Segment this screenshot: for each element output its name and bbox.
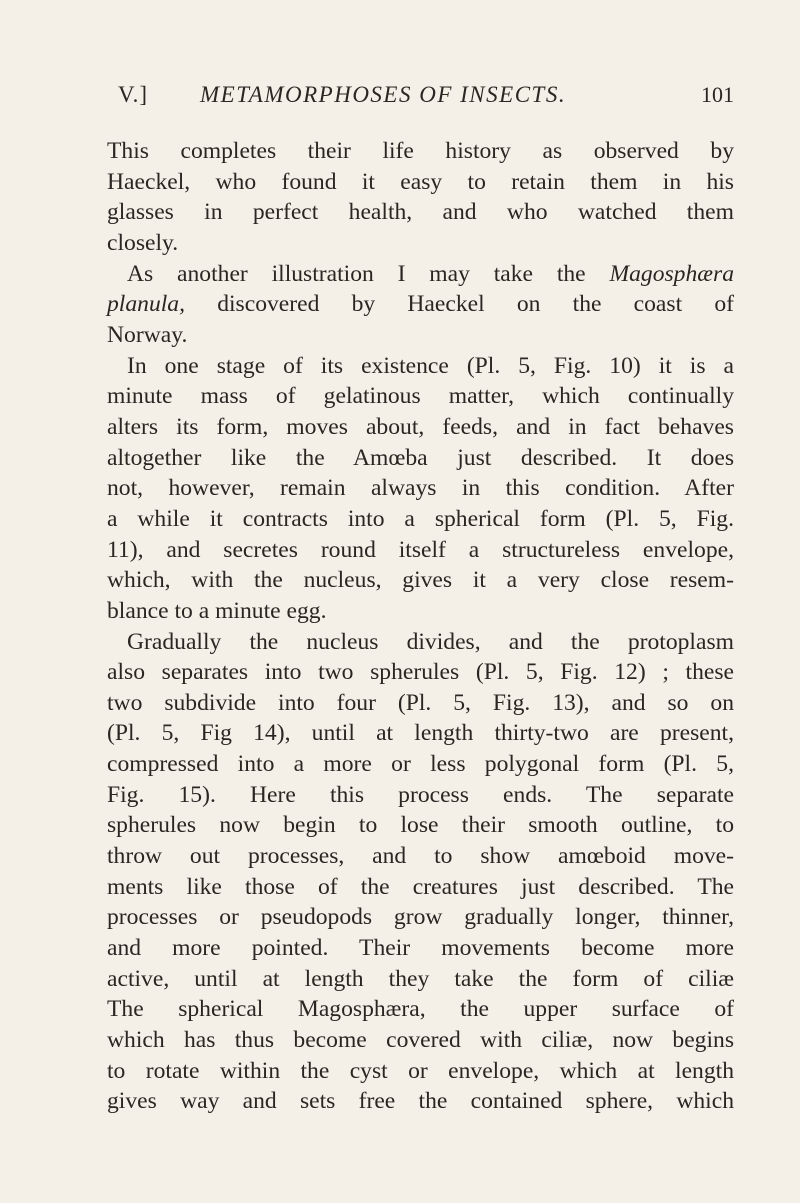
- text-line: throw out processes, and to show amœboid move-: [107, 843, 734, 870]
- text-fragment: discovered by Haeckel on the coast of: [185, 291, 734, 318]
- text-line: 11), and secretes round itself a structureless envelope,: [107, 536, 734, 563]
- text-line: Haeckel, who found it easy to retain them in his: [107, 168, 734, 195]
- page-body: [107, 136, 734, 1117]
- text-line: In one stage of its existence (Pl. 5, Fig. 10) it is a: [127, 352, 734, 379]
- text-line: blance to a minute egg.: [107, 597, 327, 624]
- text-line: (Pl. 5, Fig 14), until at length thirty-two are present,: [107, 720, 734, 747]
- text-line: This completes their life history as observed by: [107, 138, 734, 164]
- genus-name: Magosphæra: [609, 260, 734, 287]
- text-line: which, with the nucleus, gives it a very close resem-: [107, 567, 734, 594]
- text-line: Norway.: [107, 321, 188, 348]
- text-line: [107, 289, 734, 320]
- text-line: not, however, remain always in this condition. After: [107, 475, 734, 502]
- text-line: [107, 259, 734, 290]
- text-line: two subdivide into four (Pl. 5, Fig. 13), and so on: [107, 689, 734, 716]
- text-line: active, until at length they take the form of ciliæ: [107, 965, 734, 992]
- text-line: and more pointed. Their movements become more: [107, 935, 734, 962]
- text-line: alters its form, moves about, feeds, and in fact behaves: [107, 413, 734, 440]
- text-line: spherules now begin to lose their smooth outline, to: [107, 812, 734, 839]
- chapter-marker: V.]: [118, 82, 149, 107]
- running-title: METAMORPHOSES OF INSECTS.: [200, 82, 567, 107]
- text-line: Fig. 15). Here this process ends. The separate: [107, 781, 734, 808]
- running-header: [118, 82, 734, 114]
- text-line: Gradually the nucleus divides, and the protoplasm: [127, 628, 734, 655]
- text-line: processes or pseudopods grow gradually longer, thinner,: [107, 904, 734, 931]
- text-line: minute mass of gelatinous matter, which continually: [107, 383, 734, 410]
- text-line: The spherical Magosphæra, the upper surface of: [107, 996, 734, 1023]
- text-line: closely.: [107, 229, 179, 256]
- text-line: altogether like the Amœba just described. It does: [107, 444, 734, 471]
- text-line: which has thus become covered with ciliæ, now begins: [107, 1027, 734, 1054]
- text-line: compressed into a more or less polygonal form (Pl. 5,: [107, 751, 734, 778]
- text-line: to rotate within the cyst or envelope, which at length: [107, 1057, 734, 1084]
- text-line: gives way and sets free the contained sphere, which: [107, 1088, 734, 1115]
- text-line: also separates into two spherules (Pl. 5, Fig. 12) ; these: [107, 659, 734, 686]
- text-line: glasses in perfect health, and who watched them: [107, 199, 734, 226]
- text-line: a while it contracts into a spherical form (Pl. 5, Fig.: [107, 505, 734, 532]
- species-name: planula,: [107, 291, 185, 318]
- page-number: 101: [701, 82, 734, 107]
- text-fragment: As another illustration I may take the: [127, 260, 610, 287]
- text-line: ments like those of the creatures just described. The: [107, 873, 734, 900]
